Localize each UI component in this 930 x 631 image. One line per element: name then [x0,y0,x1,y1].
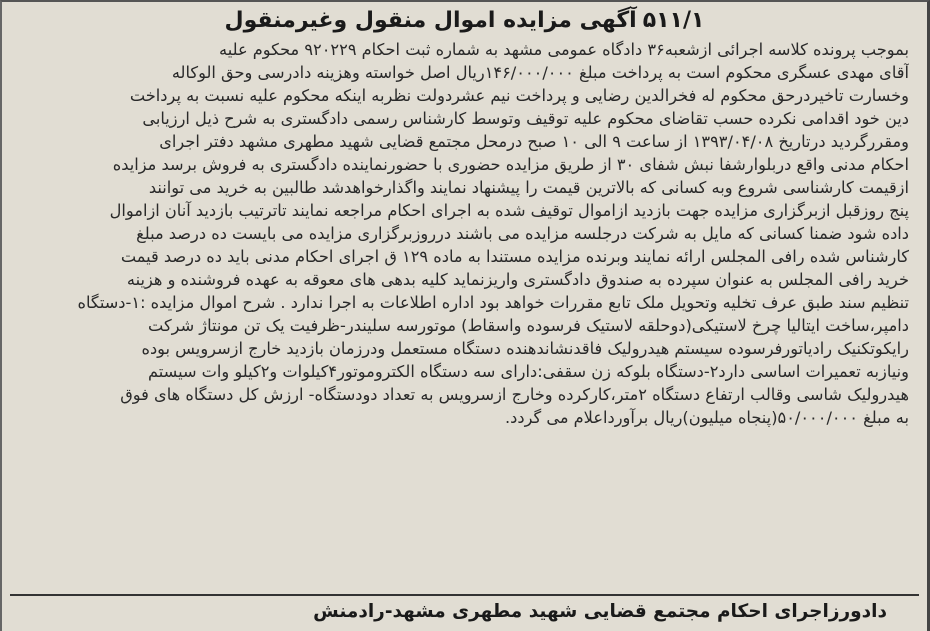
notice-body [20,38,909,429]
notice-line: دین خود اقدامی نکرده حسب تقاضای محکوم علیه توقیف وتوسط کارشناس رسمی دادگستری به شرح ذیل ارزیابی [142,109,909,128]
notice-number: ۵۱۱/۱ [642,8,705,33]
notice-signature: دادورزاجرای احکام مجتمع قضایی شهید مطهری مشهد-رادمنش [313,601,887,622]
notice-line: ومقررگردید درتاریخ ۱۳۹۳/۰۴/۰۸ از ساعت ۹ الی ۱۰ صبح درمحل مجتمع قضایی شهید مطهری مشهد دفتر اجرای [159,132,909,151]
notice-line: آقای مهدی عسگری محکوم است به پرداخت مبلغ ۱۴۶/۰۰۰/۰۰۰ریال اصل خواسته وهزینه دادرسی وحق الوکاله [171,63,909,82]
notice-line: به مبلغ ۵۰/۰۰۰/۰۰۰(پنجاه میلیون)ریال برآورداعلام می گردد. [505,408,909,427]
notice-line: داده شود ضمنا کسانی که مایل به شرکت درجلسه مزایده می باشند درروزبرگزاری مزایده می بایست ده درصد مبلغ [136,224,909,243]
notice-line: تنظیم سند طبق عرف تخلیه وتحویل ملک تابع مقررات خواهد بود اداره اطلاعات به اجرا ندارد . شرح اموال مزایده :۱-دستگاه [77,293,909,312]
notice-line: هیدرولیک شاسی وقالب ارتفاع دستگاه ۲متر،کارکرده وخارج ازسرویس به تعداد دودستگاه- ارزش کل دستگاه های فوق [120,385,909,404]
notice-title-text: آگهی مزایده اموال منقول وغیرمنقول [224,8,637,33]
notice-line: کارشناس شده رافی المجلس ارائه نمایند وبرنده مزایده مستندا به ماده ۱۲۹ ق اجرای احکام مدنی باید ده درصد قیمت [120,247,909,266]
notice-line: ازقیمت کارشناسی شروع وبه کسانی که بالاترین قیمت را پیشنهاد نمایند واگذارخواهدشد طالبین به خرید می توانند [148,178,909,197]
notice-line: دامپر،ساخت ایتالیا چرخ لاستیکی(دوحلقه لاستیک فرسوده واسقاط) موتورسه سلیندر-ظرفیت یک تن مونتاژ شرکت [148,316,909,335]
notice-line: بموجب پرونده کلاسه اجرائی ازشعبه۳۶ دادگاه عمومی مشهد به شماره ثبت احکام ۹۲۰۲۲۹ محکوم علیه [219,40,909,59]
notice-line: ونیازبه تعمیرات اساسی دارد۲-دستگاه بلوکه زن سقفی:دارای سه دستگاه الکتروموتور۴کیلوات و۲کیلو وات سیستم [147,362,909,381]
notice-title [2,2,927,34]
notice-line: وخسارت تاخیردرحق محکوم له فخرالدین رضایی و پرداخت نیم عشردولت نظربه اینکه محکوم علیه نسبت به پرداخت [129,86,909,105]
notice-line: احکام مدنی واقع دربلوارشفا نبش شفای ۳۰ از طریق مزایده حضوری با حضورنماینده دادگستری به فروش برسد مزایده [112,155,909,174]
signature-divider [10,594,919,596]
notice-line: خرید رافی المجلس به عنوان سپرده به صندوق دادگستری واریزنماید کلیه بدهی های معوقه به عهده فروشنده و هزینه [126,270,909,289]
notice-line: رایکوتکنیک رادیاتورفرسوده سیستم هیدرولیک فاقدنشاندهنده دستگاه مستعمل ودرزمان بازدید خارج ازسرویس بوده [141,339,909,358]
notice-line: پنج روزقبل ازبرگزاری مزایده جهت بازدید ازاموال توقیف شده به اجرای احکام مراجعه نمایند تاترتیب بازدید آنان ازاموال [109,201,909,220]
